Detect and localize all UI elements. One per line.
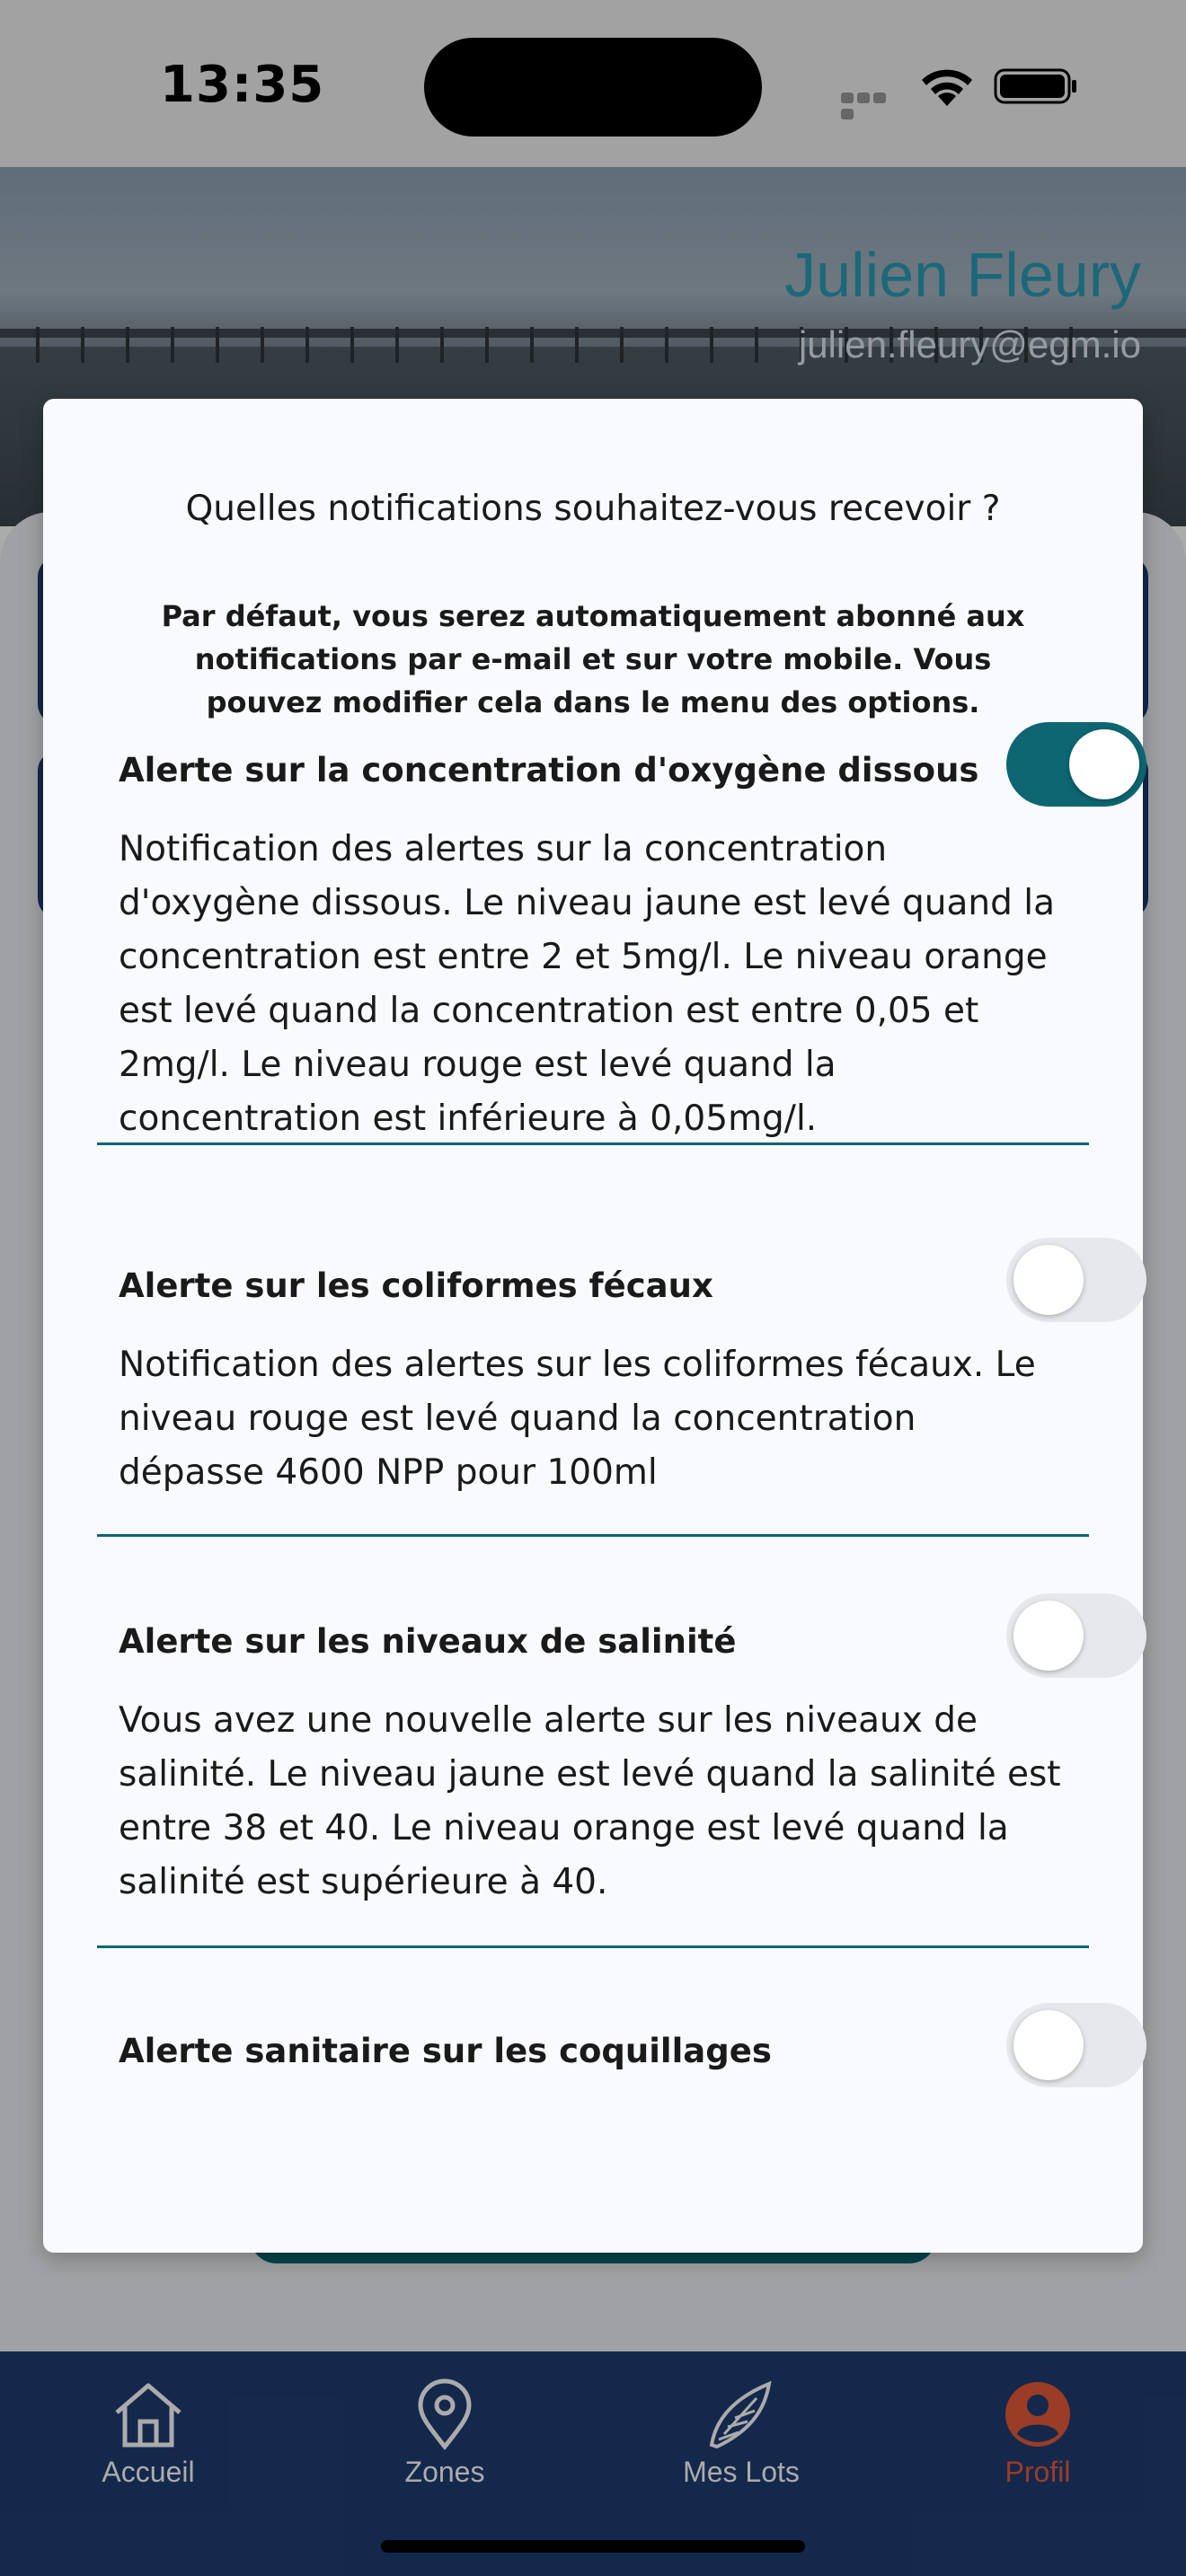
notifications-dialog [43, 399, 1143, 2253]
oxygen-alert-toggle[interactable] [1006, 722, 1146, 807]
divider [97, 1142, 1089, 1145]
toggle-knob [1069, 729, 1139, 799]
user-name: Julien Fleury [784, 240, 1141, 310]
notification-title: Alerte sur les coliformes fécaux [119, 1266, 713, 1305]
user-email: julien.fleury@egm.io [798, 323, 1141, 366]
dialog-subtitle: Par défaut, vous serez automatiquement abonné aux notifications par e-mail et sur votre mobile. Vous pouvez modifier cela dans le menu des options. [161, 599, 1025, 719]
dialog-title: Quelles notifications souhaitez-vous recevoir ? [185, 489, 1001, 529]
notification-title: Alerte sur la concentration d'oxygène dissous [119, 751, 979, 790]
notification-title: Alerte sur les niveaux de salinité [119, 1622, 737, 1661]
notification-description: Notification des alertes sur la concentration d'oxygène dissous. Le niveau jaune est levé quand la concentration est entre 2 et 5mg/l. Le niveau orange est levé quand la concentration est entre 0,05 et 2mg/l. Le niveau rouge est levé quand la concentration est inférieure à 0,05mg/l. [119, 829, 1055, 1139]
notification-description: Vous avez une nouvelle alerte sur les niveaux de salinité. Le niveau jaune est levé quand la salinité est entre 38 et 40. Le niveau orange est levé quand la salinité est supérieure à 40. [119, 1700, 1061, 1902]
toggle-knob [1013, 1601, 1084, 1671]
nav-label: Accueil [102, 2456, 195, 2488]
status-time: 13:35 [160, 56, 325, 114]
divider [97, 1534, 1089, 1537]
divider [97, 1945, 1089, 1948]
notification-title: Alerte sanitaire sur les coquillages [119, 2032, 772, 2070]
nav-label: Zones [404, 2456, 485, 2488]
toggle-knob [1013, 2010, 1084, 2080]
nav-label: Mes Lots [683, 2456, 800, 2488]
notification-description: Notification des alertes sur les coliformes fécaux. Le niveau rouge est levé quand la concentration dépasse 4600 NPP pour 100ml [119, 1345, 1036, 1493]
coliform-alert-toggle[interactable] [1006, 1238, 1146, 1322]
home-indicator [381, 2540, 805, 2553]
shellfish-alert-toggle[interactable] [1006, 2003, 1146, 2087]
nav-label: Profil [1005, 2456, 1071, 2488]
salinity-alert-toggle[interactable] [1006, 1593, 1146, 1678]
toggle-knob [1013, 1245, 1084, 1315]
